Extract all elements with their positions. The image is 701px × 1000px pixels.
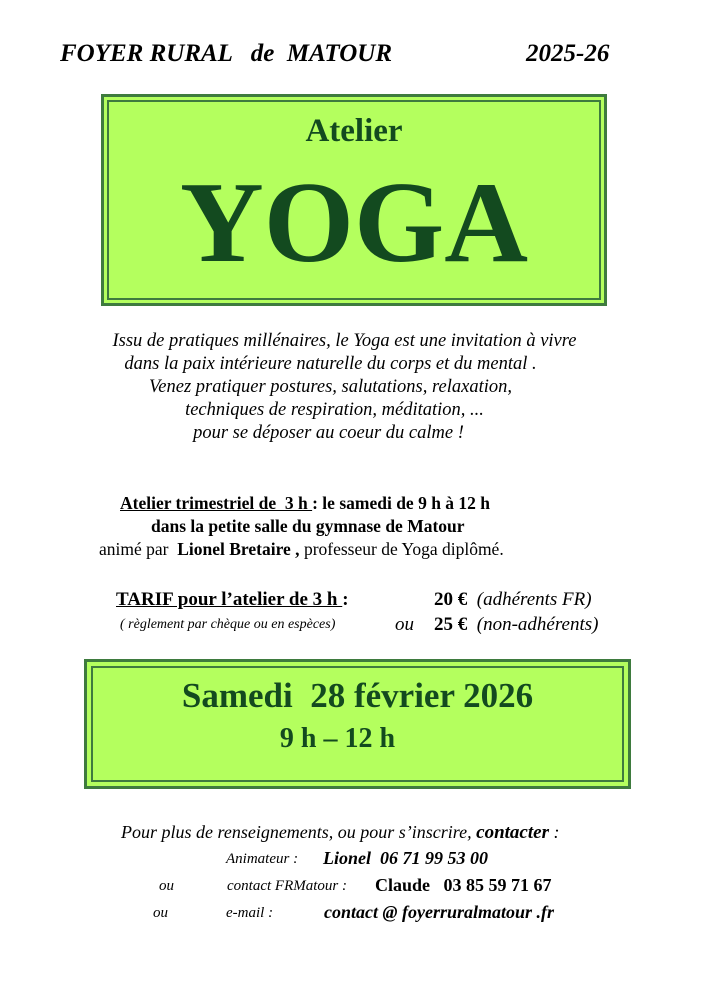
intro-line: dans la paix intérieure naturelle du corps et du mental . <box>124 354 537 374</box>
email-label: e-mail : <box>226 905 274 921</box>
location-line: dans la petite salle du gymnase de Matour <box>151 516 465 536</box>
intro-line: pour se déposer au coeur du calme ! <box>193 423 464 443</box>
atelier-subtitle: Atelier <box>305 113 403 149</box>
schedule-line <box>120 493 490 514</box>
payment-note: ( règlement par chèque ou en espèces) <box>120 617 336 632</box>
price-nonmembers: 25 € <box>434 614 468 635</box>
event-time: 9 h – 12 h <box>279 723 396 754</box>
or-label: ou <box>395 614 414 635</box>
price-nonmembers-desc: (non-adhérents) <box>476 614 599 635</box>
contact-intro-text: Pour plus de renseignements, ou pour s’inscrire, <box>121 822 477 842</box>
instructor-suffix: professeur de Yoga diplômé. <box>299 539 504 559</box>
instructor-prefix: animé par <box>99 539 178 559</box>
organization-title: FOYER RURAL de MATOUR <box>60 40 392 67</box>
email-address[interactable]: contact @ foyerruralmatour .fr <box>324 902 554 922</box>
contact-intro <box>121 822 559 844</box>
price-members-row <box>434 589 592 611</box>
intro-paragraph <box>0 330 701 445</box>
price-members-desc: (adhérents FR) <box>476 589 592 610</box>
frmatour-phone <box>375 875 552 896</box>
or-label-3: ou <box>153 905 168 921</box>
schedule-text: : le samedi de 9 h à 12 h <box>312 493 491 513</box>
contact-intro-colon: : <box>548 822 560 842</box>
animateur-label: Animateur : <box>226 851 299 867</box>
date-box <box>84 659 631 789</box>
frmatour-phone-text: Claude 03 85 59 71 67 <box>375 875 552 895</box>
workshop-duration-label: Atelier trimestriel de 3 h <box>120 493 313 513</box>
instructor-name: Lionel Bretaire , <box>177 539 300 559</box>
yoga-title: YOGA <box>180 159 528 287</box>
contact-keyword: contacter <box>476 822 549 843</box>
event-date: Samedi 28 février 2026 <box>181 676 534 715</box>
instructor-line <box>99 539 504 560</box>
intro-line: Issu de pratiques millénaires, le Yoga est une invitation à vivre <box>112 331 577 351</box>
title-box <box>101 94 607 306</box>
season-label: 2025-26 <box>526 40 610 67</box>
tarif-label: TARIF pour l’atelier de 3 h <box>116 589 343 610</box>
price-members: 20 € <box>434 589 468 610</box>
intro-line: techniques de respiration, méditation, ... <box>185 400 484 420</box>
tarif-colon: : <box>342 589 349 610</box>
intro-line: Venez pratiquer postures, salutations, relaxation, <box>149 377 512 397</box>
frmatour-label: contact FRMatour : <box>227 878 347 894</box>
tarif-line <box>116 589 349 611</box>
or-label-2: ou <box>159 878 174 894</box>
price-nonmembers-row <box>434 614 598 636</box>
animateur-phone: Lionel 06 71 99 53 00 <box>323 848 488 868</box>
